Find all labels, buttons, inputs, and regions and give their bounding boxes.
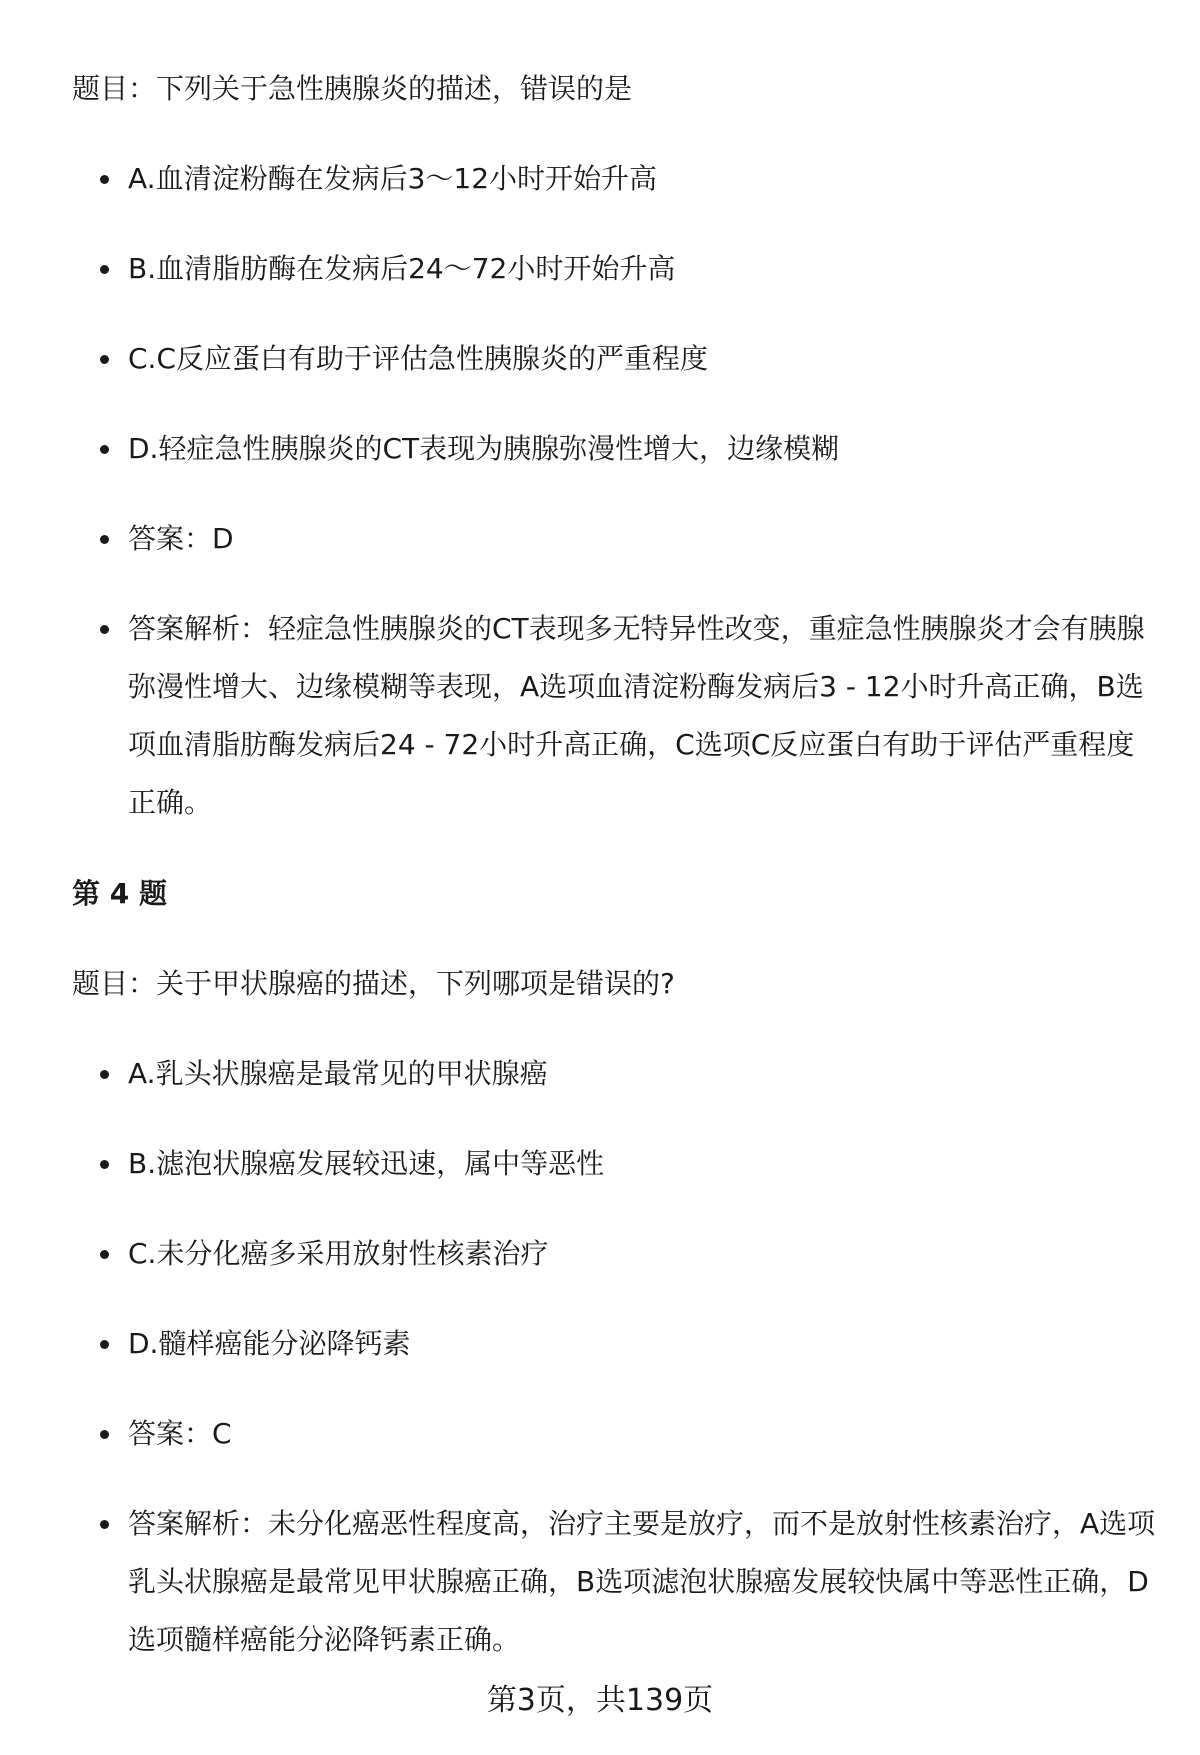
question-3-option-d — [100, 429, 1160, 469]
question-3-answer — [100, 519, 1160, 559]
bullet-icon — [100, 445, 109, 454]
question-4-explanation — [100, 1504, 1160, 1669]
question-4-stem: 题目：关于甲状腺癌的描述，下列哪项是错误的? — [72, 967, 675, 1000]
question-3-stem: 题目：下列关于急性胰腺炎的描述，错误的是 — [72, 72, 633, 105]
page-number: 第3页，共139页 — [486, 1683, 714, 1718]
bullet-icon — [100, 1430, 109, 1439]
option-text: B.滤泡状腺癌发展较迅速，属中等恶性 — [128, 1147, 605, 1180]
option-text: C.C反应蛋白有助于评估急性胰腺炎的严重程度 — [128, 342, 709, 375]
bullet-icon — [100, 1250, 109, 1259]
option-text: D.轻症急性胰腺炎的CT表现为胰腺弥漫性增大，边缘模糊 — [128, 432, 840, 465]
bullet-icon — [100, 265, 109, 274]
question-3-option-a — [100, 159, 1160, 199]
question-4-option-a — [100, 1054, 1160, 1094]
bullet-icon — [100, 1520, 109, 1529]
explanation-text: 答案解析：轻症急性胰腺炎的CT表现多无特异性改变，重症急性胰腺炎才会有胰腺弥漫性增大、边缘模糊等表现，A选项血清淀粉酶发病后3 - 12小时升高正确，B选项血清脂肪酶发病后24 - 72小时升高正确，C选项C反应蛋白有助于评估严重程度正确。 — [128, 612, 1145, 819]
bullet-icon — [100, 1340, 109, 1349]
option-text: D.髓样癌能分泌降钙素 — [128, 1327, 411, 1360]
option-text: A.乳头状腺癌是最常见的甲状腺癌 — [128, 1057, 548, 1090]
bullet-icon — [100, 355, 109, 364]
option-text: B.血清脂肪酶在发病后24～72小时开始升高 — [128, 252, 676, 285]
question-4-option-c — [100, 1234, 1160, 1274]
answer-text: 答案：C — [128, 1417, 232, 1450]
option-text: A.血清淀粉酶在发病后3～12小时开始升高 — [128, 162, 658, 195]
question-3-option-c — [100, 339, 1160, 379]
question-3-explanation — [100, 609, 1160, 832]
bullet-icon — [100, 625, 109, 634]
bullet-icon — [100, 1070, 109, 1079]
question-4-answer — [100, 1414, 1160, 1454]
bullet-icon — [100, 1160, 109, 1169]
question-4-heading: 第 4 题 — [72, 877, 167, 910]
bullet-icon — [100, 175, 109, 184]
option-text: C.未分化癌多采用放射性核素治疗 — [128, 1237, 549, 1270]
explanation-text: 答案解析：未分化癌恶性程度高，治疗主要是放疗，而不是放射性核素治疗，A选项乳头状腺癌是最常见甲状腺癌正确，B选项滤泡状腺癌发展较快属中等恶性正确，D选项髓样癌能分泌降钙素正确。 — [128, 1507, 1156, 1656]
question-4-option-d — [100, 1324, 1160, 1364]
answer-text: 答案：D — [128, 522, 234, 555]
question-3-option-b — [100, 249, 1160, 289]
bullet-icon — [100, 535, 109, 544]
question-4-option-b — [100, 1144, 1160, 1184]
